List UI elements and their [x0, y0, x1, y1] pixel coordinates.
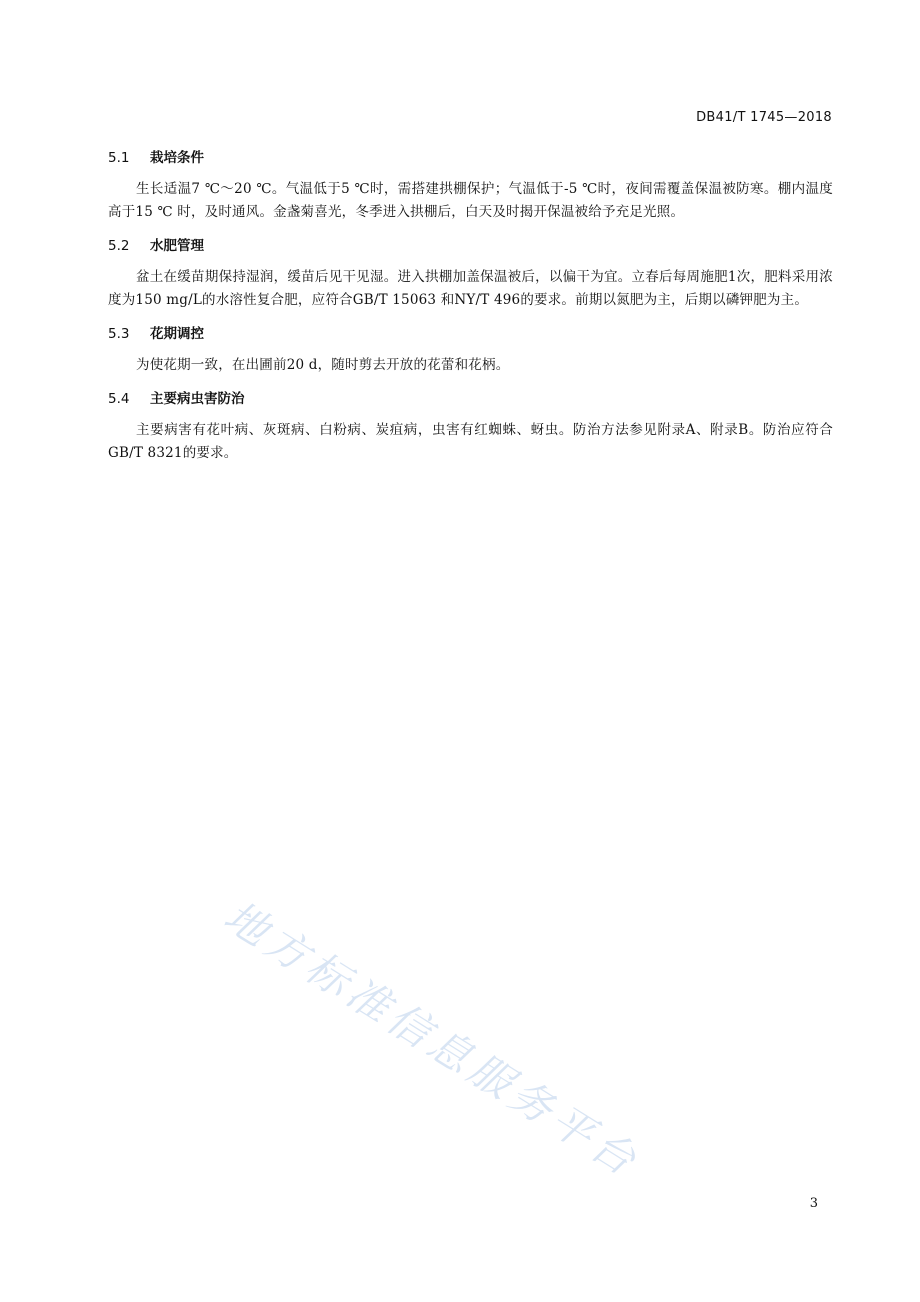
section-cultivation-conditions	[108, 146, 833, 224]
section-number: 5.3	[108, 326, 130, 342]
section-heading	[108, 146, 833, 170]
document-body	[108, 146, 833, 475]
section-water-fertilizer	[108, 234, 833, 312]
section-title: 花期调控	[150, 326, 204, 342]
section-paragraph: 为使花期一致，在出圃前20 d，随时剪去开放的花蕾和花柄。	[136, 357, 510, 373]
page-number: 3	[809, 1196, 818, 1211]
watermark: 地方标准信息服务平台	[215, 891, 649, 1188]
document-code: DB41/T 1745—2018	[696, 110, 832, 125]
section-number: 5.1	[108, 150, 130, 166]
section-number: 5.4	[108, 391, 130, 407]
section-heading	[108, 234, 833, 258]
section-heading	[108, 322, 833, 346]
section-flowering-control	[108, 322, 833, 377]
section-pest-control	[108, 387, 833, 465]
section-title: 水肥管理	[150, 238, 204, 254]
section-title: 栽培条件	[150, 150, 204, 166]
section-heading	[108, 387, 833, 411]
section-paragraph: 盆土在缓苗期保持湿润，缓苗后见干见湿。进入拱棚加盖保温被后，以偏干为宜。立春后每周施肥1次，肥料采用浓度为150 mg/L的水溶性复合肥，应符合GB/T 15063 和NY/T 496的要求。前期以氮肥为主，后期以磷钾肥为主。	[108, 269, 833, 308]
section-paragraph: 主要病害有花叶病、灰斑病、白粉病、炭疽病，虫害有红蜘蛛、蚜虫。防治方法参见附录A、附录B。防治应符合GB/T 8321的要求。	[108, 422, 833, 461]
section-number: 5.2	[108, 238, 130, 254]
section-paragraph: 生长适温7 ℃～20 ℃。气温低于5 ℃时，需搭建拱棚保护；气温低于-5 ℃时，夜间需覆盖保温被防寒。棚内温度高于15 ℃ 时，及时通风。金盏菊喜光，冬季进入拱棚后，白天及时揭开保温被给予充足光照。	[108, 181, 833, 220]
section-title: 主要病虫害防治	[150, 391, 245, 407]
